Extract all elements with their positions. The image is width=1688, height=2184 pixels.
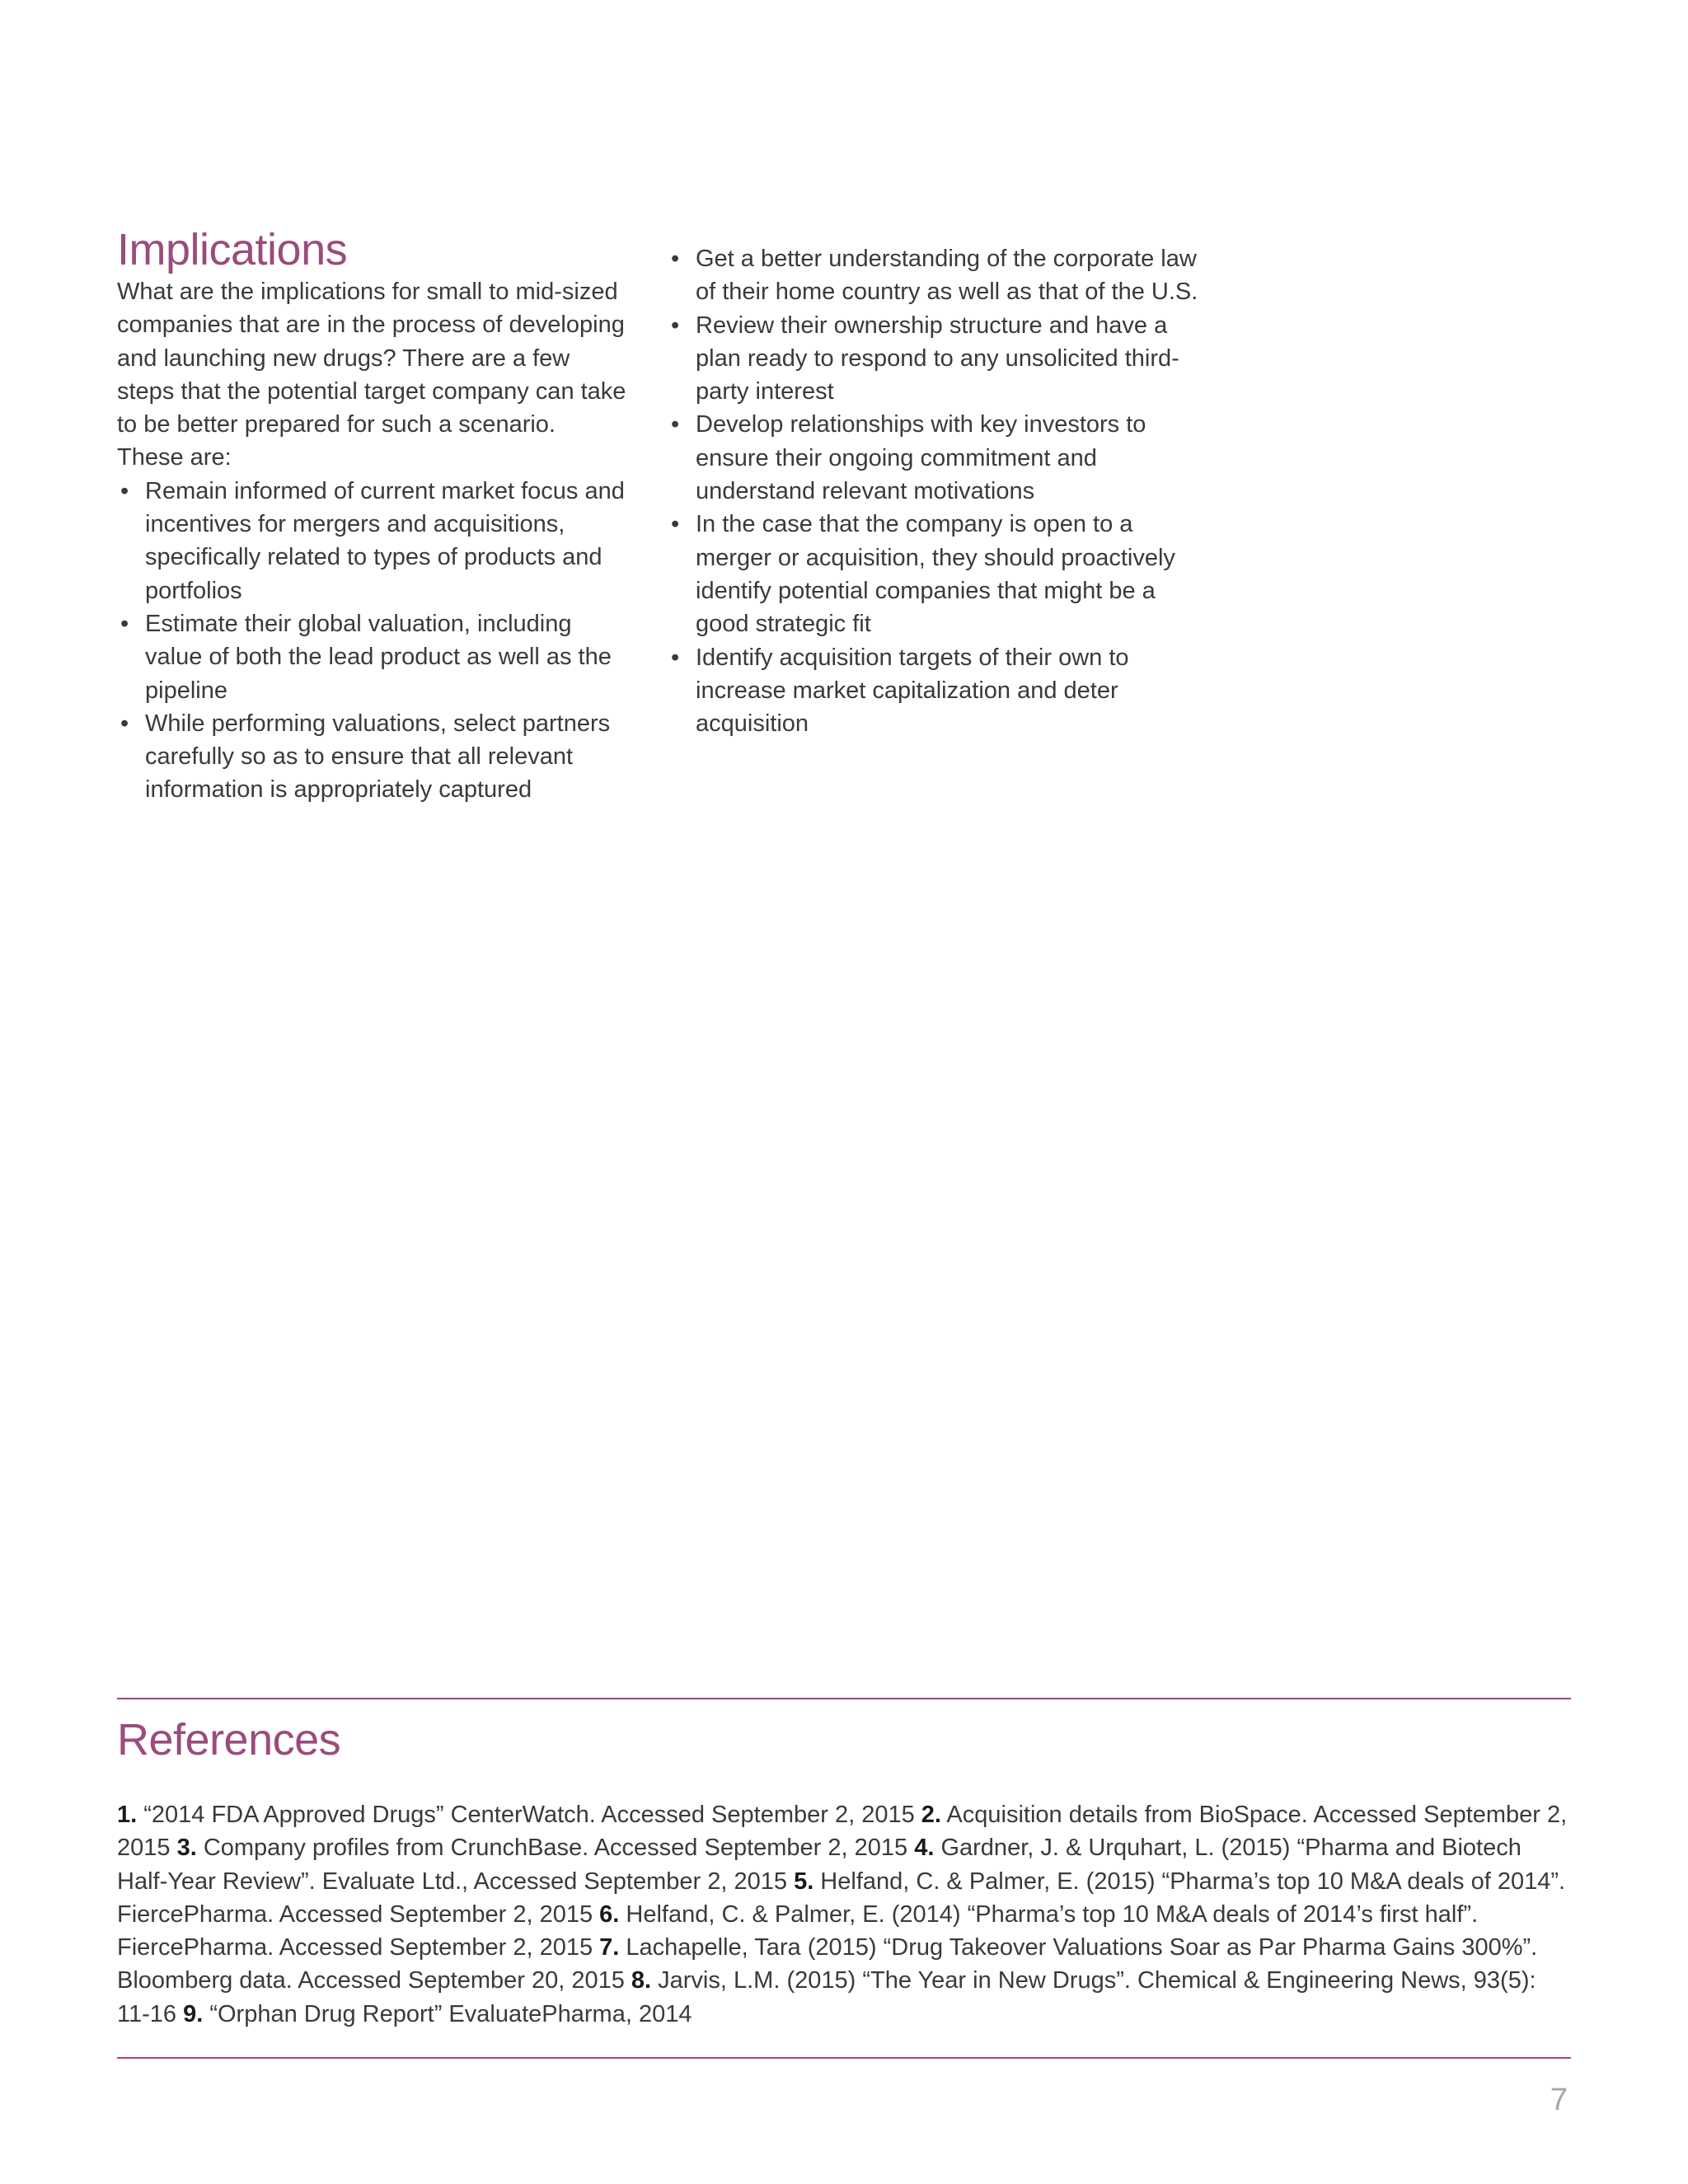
reference-text: Jarvis, L.M. (2015) “The Year in New Drugs”. Chemical & Engineering News, 93(5): 11-16 [117, 1967, 1536, 2027]
references-top-divider [117, 1698, 1571, 1699]
list-item [668, 242, 1203, 309]
reference-text: Lachapelle, Tara (2015) “Drug Takeover Valuations Soar as Par Pharma Gains 300%”. Bloomberg data. Accessed September 20, 2015 [117, 1934, 1538, 1994]
list-item [668, 508, 1203, 640]
list-item [117, 707, 628, 807]
references-bottom-divider [117, 2057, 1571, 2059]
reference-text: “2014 FDA Approved Drugs” CenterWatch. Accessed September 2, 2015 [137, 1802, 921, 1828]
bullet-icon: • [120, 710, 129, 737]
reference-number: 8. [631, 1967, 652, 1994]
list-item [668, 408, 1203, 508]
list-item-text: Develop relationships with key investors to ensure their ongoing commitment and understand relevant motivations [696, 411, 1146, 505]
bullet-icon: • [671, 246, 680, 272]
list-item-text: Identify acquisition targets of their own to increase market capitalization and deter acquisition [696, 644, 1129, 738]
left-bullet-list [117, 475, 628, 807]
reference-text: Helfand, C. & Palmer, E. (2014) “Pharma’s top 10 M&A deals of 2014’s first half”. FiercePharma. Accessed September 2, 2015 [117, 1900, 1479, 1961]
reference-item [177, 1835, 915, 1861]
reference-text: Helfand, C. & Palmer, E. (2015) “Pharma’s top 10 M&A deals of 2014”. FiercePharma. Accessed September 2, 2015 [117, 1868, 1566, 1928]
reference-number: 1. [117, 1802, 138, 1828]
bullet-icon: • [671, 511, 680, 538]
implications-right-column [668, 242, 1203, 740]
references-section [117, 1715, 1571, 2031]
list-item-text: Get a better understanding of the corporate law of their home country as well as that of the U.S. [696, 246, 1198, 306]
reference-number: 6. [599, 1900, 620, 1928]
list-item-text: In the case that the company is open to a merger or acquisition, they should proactively identify potential companies that might be a good strategic fit [696, 511, 1175, 638]
reference-number: 7. [599, 1934, 620, 1961]
implications-left-column [117, 227, 628, 807]
list-item [117, 475, 628, 607]
reference-item [117, 1802, 921, 1828]
reference-number: 4. [914, 1835, 935, 1862]
reference-text: Company profiles from CrunchBase. Accessed September 2, 2015 [196, 1835, 915, 1862]
references-heading: References [117, 1715, 341, 1765]
right-bullet-list [668, 242, 1203, 740]
list-item-text: Estimate their global valuation, including value of both the lead product as well as the pipeline [145, 610, 612, 704]
reference-text: “Orphan Drug Report” EvaluatePharma, 2014 [203, 2000, 692, 2027]
reference-number: 5. [794, 1868, 814, 1895]
bullet-icon: • [120, 477, 129, 504]
bullet-icon: • [671, 312, 680, 339]
bullet-icon: • [671, 411, 680, 438]
implications-intro: What are the implications for small to mid-sized companies that are in the process of developing and launching new drugs? There are a few steps that the potential target company can take to be better prepared for such a scenario. These are: [117, 279, 626, 471]
reference-item [183, 2001, 692, 2027]
page-number: 7 [1550, 2083, 1568, 2117]
implications-heading: Implications [117, 225, 348, 274]
reference-number: 3. [176, 1835, 197, 1862]
list-item-text: While performing valuations, select partners carefully so as to ensure that all relevant information is appropriately captured [145, 710, 611, 804]
list-item-text: Remain informed of current market focus and incentives for mergers and acquisitions, specifically related to types of products and portfolios [145, 477, 625, 604]
reference-text: Acquisition details from BioSpace. Accessed September 2, 2015 [117, 1802, 1568, 1862]
reference-number: 9. [183, 2000, 204, 2027]
list-item [117, 607, 628, 707]
reference-number: 2. [921, 1802, 941, 1828]
list-item [668, 309, 1203, 409]
bullet-icon: • [671, 644, 680, 671]
list-item [668, 641, 1203, 741]
reference-text: Gardner, J. & Urquhart, L. (2015) “Pharma and Biotech Half-Year Review”. Evaluate Ltd., Accessed September 2, 2015 [117, 1835, 1522, 1895]
bullet-icon: • [120, 610, 129, 637]
list-item-text: Review their ownership structure and have a plan ready to respond to any unsolicited third-party interest [696, 312, 1179, 405]
references-text [117, 1798, 1571, 2031]
